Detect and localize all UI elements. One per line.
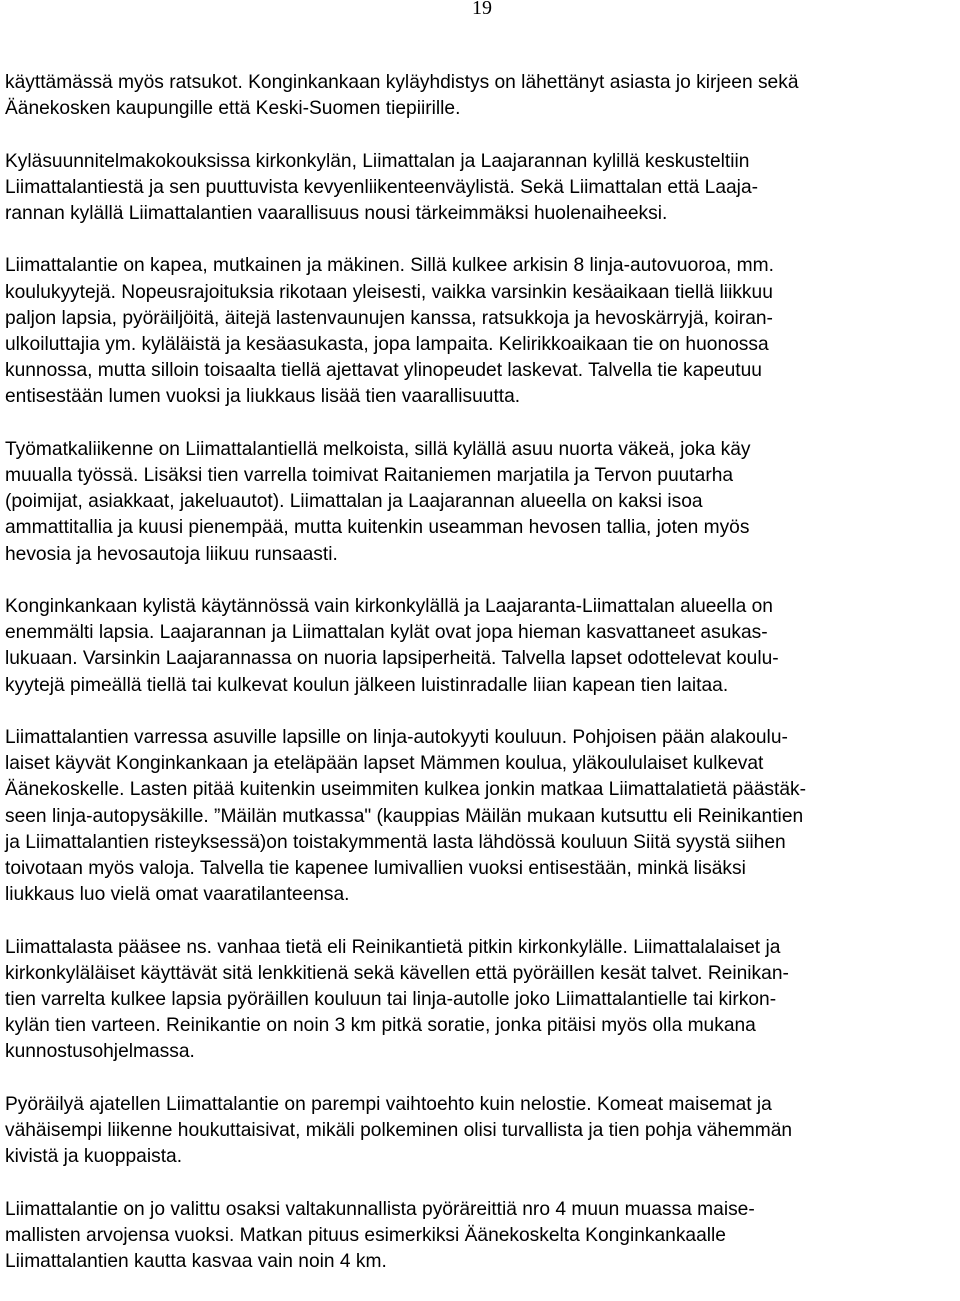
- text-line: mallisten arvojensa vuoksi. Matkan pituus esimerkiksi Äänekoskelta Konginkankaalle: [5, 1224, 726, 1246]
- document-body: [5, 70, 955, 1301]
- text-line: Liimattalantiestä ja sen puuttuvista kevyenliikenteenväylistä. Sekä Liimattalan että Laaja-: [5, 176, 759, 198]
- text-line: hevosia ja hevosautoja liikuu runsaasti.: [5, 543, 338, 565]
- text-line: kyytejä pimeällä tiellä tai kulkevat koulun jälkeen luistinradalle liian kapean tien laitaa.: [5, 674, 729, 696]
- text-line: kylän tien varteen. Reinikantie on noin 3 km pitkä soratie, jonka pitäisi myös olla mukana: [5, 1015, 756, 1037]
- text-line: Kyläsuunnitelmakokouksissa kirkonkylän, Liimattalan ja Laajarannan kylillä keskusteltiin: [5, 150, 750, 172]
- text-line: Liimattalantien kautta kasvaa vain noin 4 km.: [5, 1251, 387, 1273]
- text-line: Liimattalantie on jo valittu osaksi valtakunnallista pyöräreittiä nro 4 muun muassa maise-: [5, 1198, 755, 1220]
- text-line: enemmälti lapsia. Laajarannan ja Liimattalan kylät ovat jopa hieman kasvattaneet asukas-: [5, 622, 768, 644]
- paragraph: [5, 725, 955, 908]
- text-line: ja Liimattalantien risteyksessä)on toistakymmentä lasta lähdössä kouluun Siitä syystä siihen: [5, 831, 786, 853]
- page-number-text: 19: [472, 0, 492, 19]
- text-line: seen linja-autopysäkille. ”Mäilän mutkassa" (kauppias Mäilän mukaan kutsuttu eli Reinikantien: [5, 805, 804, 827]
- text-line: Työmatkaliikenne on Liimattalantiellä melkoista, sillä kylällä asuu nuorta väkeä, joka käy: [5, 438, 751, 460]
- text-line: laiset käyvät Konginkankaan ja eteläpään lapset Mämmen koulua, yläkoululaiset kulkevat: [5, 753, 764, 775]
- text-line: ulkoiluttajia ym. kyläläistä ja kesäasukasta, jopa lampaita. Kelirikkoaikaan tie on huonossa: [5, 334, 769, 355]
- text-line: kirkonkyläläiset käyttävät sitä lenkkitienä sekä kävellen että pyöräillen kesät talvet. Reinikan-: [5, 962, 789, 984]
- text-line: käyttämässä myös ratsukot. Konginkankaan kyläyhdistys on lähettänyt asiasta jo kirjeen sekä: [5, 72, 799, 93]
- paragraph: [5, 149, 955, 228]
- paragraph: [5, 70, 955, 122]
- text-line: toivotaan myös valoja. Talvella tie kapenee lumivallien vuoksi entisestään, minkä lisäksi: [5, 858, 746, 880]
- paragraph: [5, 253, 955, 410]
- text-line: lukuaan. Varsinkin Laajarannassa on nuoria lapsiperheitä. Talvella lapset odottelevat koulu-: [5, 648, 779, 670]
- paragraph: [5, 437, 955, 568]
- text-line: paljon lapsia, pyöräiljöitä, äitejä lastenvaunujen kanssa, ratsukkoja ja hevoskärryjä, koiran-: [5, 307, 773, 329]
- paragraph: [5, 1197, 955, 1276]
- text-line: rannan kylällä Liimattalantien vaarallisuus nousi tärkeimmäksi huolenaiheeksi.: [5, 203, 668, 224]
- paragraph: [5, 594, 955, 699]
- paragraph: [5, 935, 955, 1066]
- text-line: Äänekoskelle. Lasten pitää kuitenkin useimmiten kulkea jonkin matkaa Liimattalatietä päästäk-: [5, 779, 806, 801]
- text-line: tien varrelta kulkee lapsia pyöräillen kouluun tai linja-autolle joko Liimattalantielle tai kirkon-: [5, 989, 777, 1011]
- paragraph: [5, 1092, 955, 1171]
- text-line: liukkaus luo vielä omat vaaratilanteensa.: [5, 884, 350, 906]
- text-line: Konginkankaan kylistä käytännössä vain kirkonkylällä ja Laajaranta-Liimattalan alueella on: [5, 596, 773, 617]
- text-line: Liimattalantie on kapea, mutkainen ja mäkinen. Sillä kulkee arkisin 8 linja-autovuoroa, mm.: [5, 255, 774, 277]
- text-line: entisestään lumen vuoksi ja liukkaus lisää tien vaarallisuutta.: [5, 386, 521, 408]
- text-line: Pyöräilyä ajatellen Liimattalantie on parempi vaihtoehto kuin nelostie. Komeat maisemat ja: [5, 1093, 772, 1115]
- page-number: [0, 0, 960, 20]
- text-line: (poimijat, asiakkaat, jakeluautot). Liimattalan ja Laajarannan alueella on kaksi isoa: [5, 491, 703, 513]
- text-line: vähäisempi liikenne houkuttaisivat, mikäli polkeminen olisi turvallista ja tien pohja vähemmän: [5, 1120, 793, 1142]
- text-line: koulukyytejä. Nopeusrajoituksia rikotaan yleisesti, vaikka varsinkin kesäaikaan tiellä liikkuu: [5, 281, 773, 303]
- text-line: kunnostusohjelmassa.: [5, 1041, 195, 1063]
- text-line: Liimattalantien varressa asuville lapsille on linja-autokyyti kouluun. Pohjoisen pään alakoulu-: [5, 727, 788, 748]
- text-line: muualla työssä. Lisäksi tien varrella toimivat Raitaniemen marjatila ja Tervon puutarha: [5, 465, 734, 486]
- text-line: ammattitallia ja kuusi pienempää, mutta kuitenkin useamman hevosen tallia, joten myös: [5, 517, 750, 539]
- text-line: Äänekosken kaupungille että Keski-Suomen tiepiirille.: [5, 98, 461, 120]
- text-line: Liimattalasta pääsee ns. vanhaa tietä eli Reinikantietä pitkin kirkonkylälle. Liimattalalaiset ja: [5, 936, 781, 958]
- text-line: kivistä ja kuoppaista.: [5, 1146, 183, 1168]
- text-line: kunnossa, mutta silloin toisaalta tiellä ajettavat ylinopeudet laskevat. Talvella tie kapeutuu: [5, 360, 762, 382]
